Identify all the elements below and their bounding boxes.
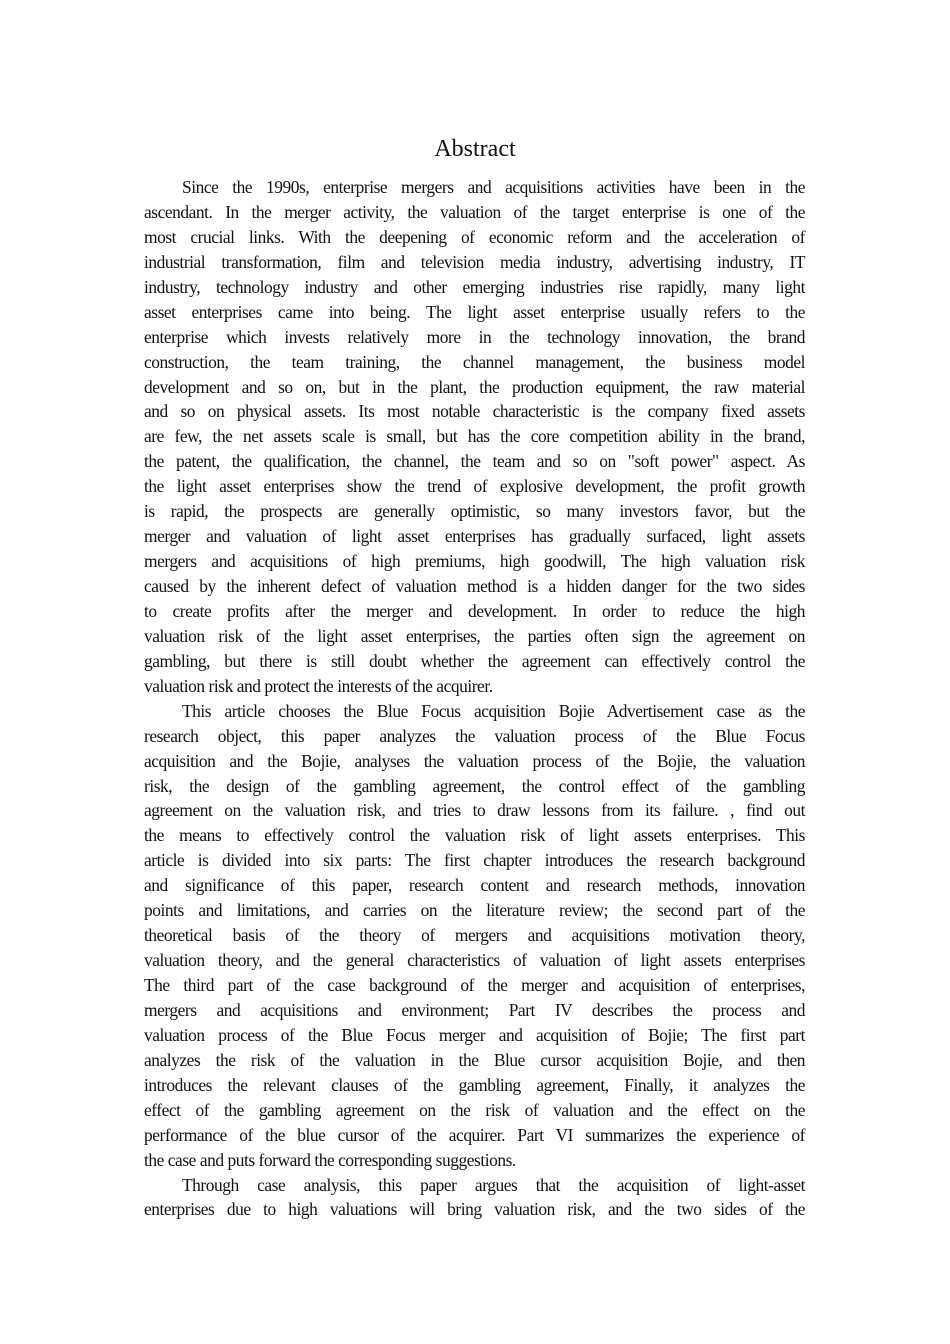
text-line: the case and puts forward the corresponding suggestions. — [144, 1149, 516, 1170]
text-line: Since the 1990s, enterprise mergers and acquisitions activities have been in the — [182, 177, 805, 197]
text-line: acquisition and the Bojie, analyses the valuation process of the Bojie, the valuation — [144, 750, 805, 771]
text-line: performance of the blue cursor of the acquirer. Part VI summarizes the experience of — [144, 1124, 805, 1145]
text-line: valuation risk of the light asset enterprises, the parties often sign the agreement on — [144, 625, 805, 646]
abstract-paragraph — [144, 1173, 805, 1223]
text-line: development and so on, but in the plant, the production equipment, the raw material — [144, 376, 805, 397]
text-line: the means to effectively control the valuation risk of light assets enterprises. This — [144, 825, 805, 846]
text-line: This article chooses the Blue Focus acquisition Bojie Advertisement case as the — [182, 700, 805, 721]
text-line: valuation risk and protect the interests of the acquirer. — [144, 675, 493, 696]
text-line: points and limitations, and carries on the literature review; the second part of the — [144, 900, 805, 921]
text-line: theoretical basis of the theory of mergers and acquisitions motivation theory, — [144, 925, 805, 946]
text-line: most crucial links. With the deepening of economic reform and the acceleration of — [144, 226, 805, 247]
text-line: valuation theory, and the general characteristics of valuation of light assets enterprises — [144, 950, 805, 971]
text-line: mergers and acquisitions of high premiums, high goodwill, The high valuation risk — [144, 551, 805, 572]
text-line: caused by the inherent defect of valuation method is a hidden danger for the two sides — [144, 576, 805, 596]
text-line: and so on physical assets. Its most notable characteristic is the company fixed assets — [144, 401, 805, 422]
text-line: effect of the gambling agreement on the risk of valuation and the effect on the — [144, 1099, 805, 1120]
text-line: research object, this paper analyzes the valuation process of the Blue Focus — [144, 725, 805, 746]
text-line: asset enterprises came into being. The light asset enterprise usually refers to the — [144, 301, 805, 322]
abstract-body — [144, 175, 805, 1222]
text-line: mergers and acquisitions and environment; Part IV describes the process and — [144, 999, 805, 1020]
text-line: merger and valuation of light asset enterprises has gradually surfaced, light assets — [144, 526, 805, 547]
text-line: enterprises due to high valuations will bring valuation risk, and the two sides of the — [144, 1199, 805, 1220]
text-line: and significance of this paper, research content and research methods, innovation — [144, 875, 805, 896]
text-line: are few, the net assets scale is small, but has the core competition ability in the brand, — [144, 426, 805, 447]
text-line: The third part of the case background of the merger and acquisition of enterprises, — [144, 975, 805, 995]
text-line: industry, technology industry and other emerging industries rise rapidly, many light — [144, 276, 805, 297]
text-line: the patent, the qualification, the channel, the team and so on "soft power" aspect. As — [144, 451, 805, 472]
text-line: construction, the team training, the channel management, the business model — [144, 351, 805, 372]
text-line: is rapid, the prospects are generally optimistic, so many investors favor, but the — [144, 501, 805, 522]
text-line: introduces the relevant clauses of the gambling agreement, Finally, it analyzes the — [144, 1074, 805, 1095]
text-line: to create profits after the merger and development. In order to reduce the high — [144, 600, 805, 621]
abstract-paragraph — [144, 699, 805, 1173]
abstract-paragraph — [144, 175, 805, 699]
text-line: valuation process of the Blue Focus merger and acquisition of Bojie; The first part — [144, 1024, 805, 1045]
text-line: agreement on the valuation risk, and tries to draw lessons from its failure. , find out — [144, 800, 805, 821]
abstract-title: Abstract — [434, 136, 516, 162]
text-line: article is divided into six parts: The first chapter introduces the research background — [144, 850, 805, 871]
text-line: Through case analysis, this paper argues that the acquisition of light-asset — [182, 1174, 805, 1195]
text-line: risk, the design of the gambling agreement, the control effect of the gambling — [144, 775, 805, 796]
text-line: ascendant. In the merger activity, the valuation of the target enterprise is one of the — [144, 201, 805, 222]
text-line: gambling, but there is still doubt whether the agreement can effectively control the — [144, 650, 805, 671]
text-line: enterprise which invests relatively more in the technology innovation, the brand — [144, 326, 805, 347]
text-line: the light asset enterprises show the trend of explosive development, the profit growth — [144, 476, 805, 497]
text-line: analyzes the risk of the valuation in the Blue cursor acquisition Bojie, and then — [144, 1049, 805, 1070]
text-line: industrial transformation, film and television media industry, advertising industry, IT — [144, 251, 805, 272]
